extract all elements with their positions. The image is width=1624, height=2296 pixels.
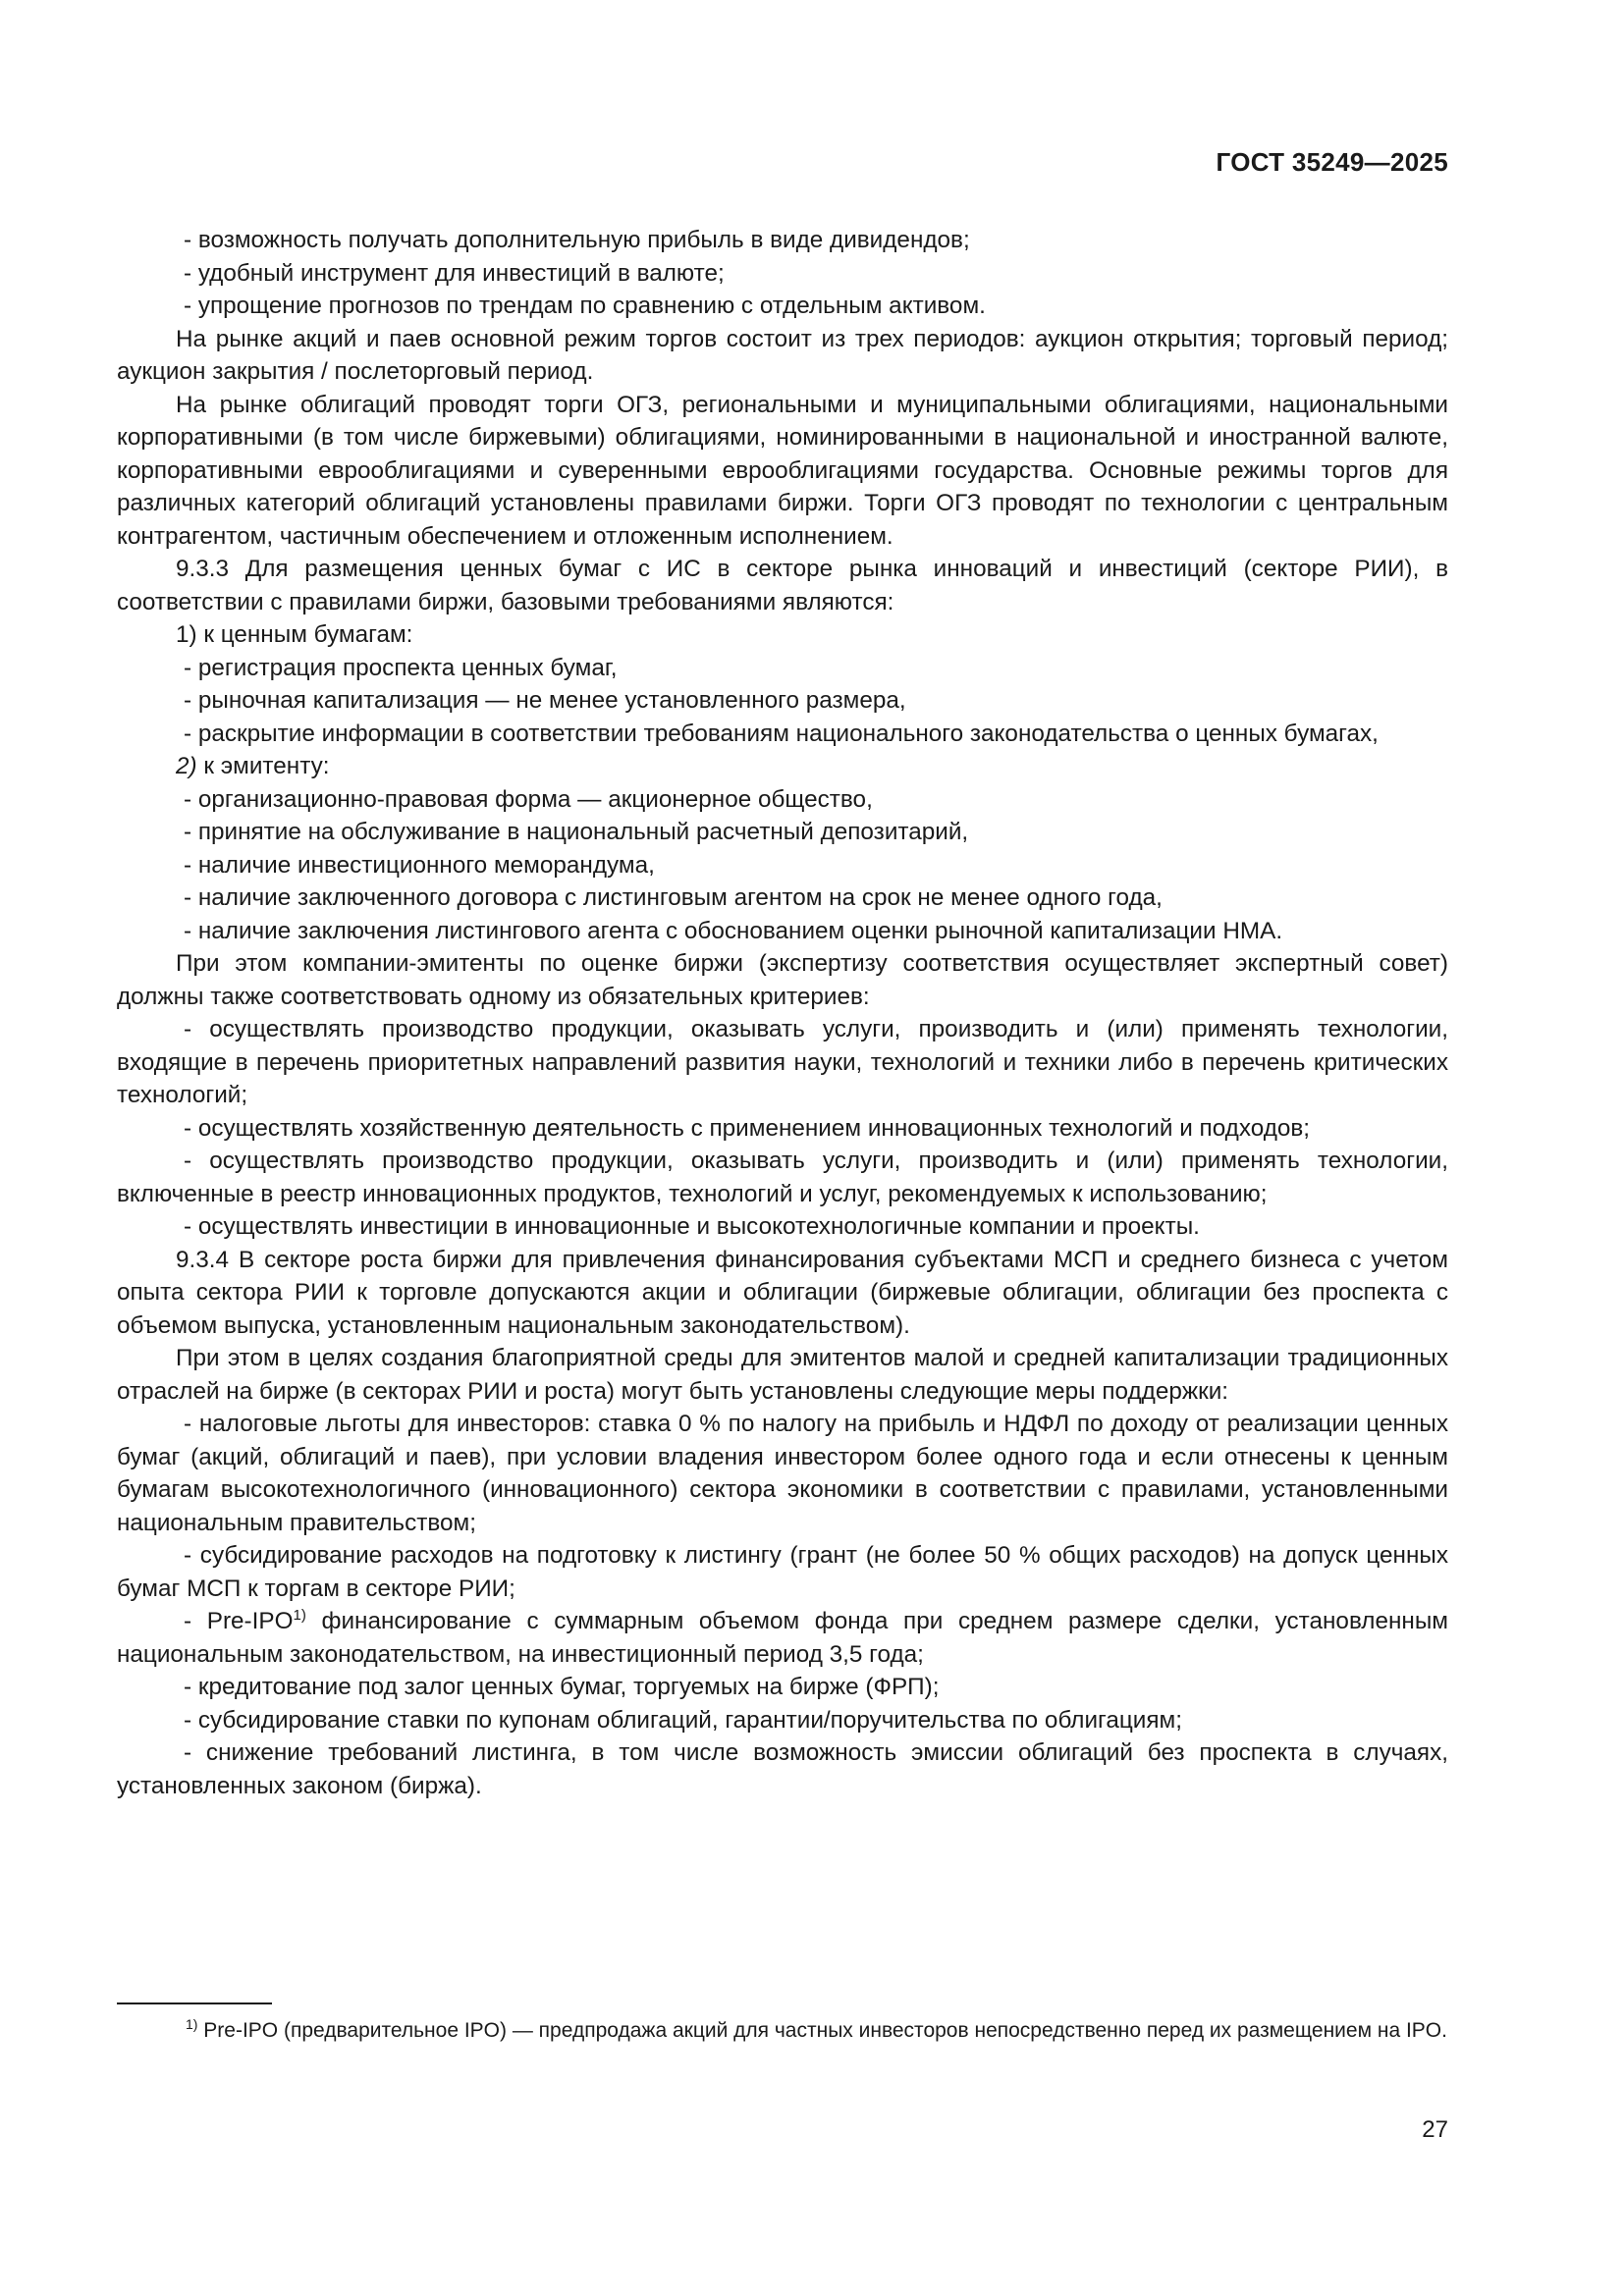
paragraph: При этом в целях создания благоприятной среды для эмитентов малой и средней капитализации традиционных отраслей на бирже (в секторах РИИ и роста) могут быть установлены следующие меры поддержки: bbox=[117, 1345, 1448, 1405]
list-item: - раскрытие информации в соответствии требованиям национального законодательства о ценных бумагах, bbox=[184, 720, 1379, 747]
document-code: ГОСТ 35249—2025 bbox=[1216, 147, 1448, 177]
sub-list-text: к эмитенту: bbox=[196, 753, 330, 779]
list-item: - субсидирование ставки по купонам облигаций, гарантии/поручительства по облигациям; bbox=[184, 1706, 1182, 1734]
list-item: - осуществлять инвестиции в инновационные и высокотехнологичные компании и проекты. bbox=[184, 1213, 1200, 1240]
list-item: - упрощение прогнозов по трендам по сравнению с отдельным активом. bbox=[184, 293, 986, 319]
footnote-reference: 1) bbox=[293, 1607, 306, 1624]
document-page bbox=[117, 0, 1448, 2296]
list-item: - снижение требований листинга, в том числе возможность эмиссии облигаций без проспекта в случаях, установленных законом (биржа). bbox=[117, 1739, 1448, 1799]
body-text bbox=[117, 224, 1448, 1802]
paragraph: На рынке облигаций проводят торги ОГЗ, региональными и муниципальными облигациями, национальными корпоративными (в том числе биржевыми) облигациями, номинированными в национальной и иностранной валюте, корпоративными еврооблигациями и суверенными еврооблигациями государства. Основные режимы торгов для различных категорий облигаций установлены правилами биржи. Торги ОГЗ проводят по технологии с центральным контрагентом, частичным обеспечением и отложенным исполнением. bbox=[117, 391, 1448, 550]
paragraph-9-3-4: 9.3.4 В секторе роста биржи для привлечения финансирования субъектами МСП и среднего бизнеса с учетом опыта сектора РИИ к торговле допускаются акции и облигации (биржевые облигации, облигации без проспекта с объемом выпуска, установленным национальным законодательством). bbox=[117, 1246, 1448, 1339]
sub-list-heading bbox=[117, 750, 1448, 783]
paragraph-9-3-3: 9.3.3 Для размещения ценных бумаг с ИС в секторе рынка инноваций и инвестиций (секторе РИИ), в соответствии с правилами биржи, базовыми требованиями являются: bbox=[117, 556, 1448, 615]
list-item: - субсидирование расходов на подготовку к листингу (грант (не более 50 % общих расходов) на допуск ценных бумаг МСП к торгам в секторе РИИ; bbox=[117, 1542, 1448, 1602]
list-item: - наличие заключенного договора с листинговым агентом на срок не менее одного года, bbox=[184, 884, 1163, 911]
list-item: - наличие инвестиционного меморандума, bbox=[184, 851, 655, 879]
footnote-divider bbox=[117, 2002, 272, 2004]
sub-list-heading: 1) к ценным бумагам: bbox=[176, 621, 413, 648]
list-item: - наличие заключения листингового агента с обоснованием оценки рыночной капитализации НМА. bbox=[184, 917, 1283, 944]
sub-list-number: 2) bbox=[176, 753, 197, 779]
paragraph: При этом компании-эмитенты по оценке биржи (экспертизу соответствия осуществляет экспертный совет) должны также соответствовать одному из обязательных критериев: bbox=[117, 950, 1448, 1010]
paragraph: На рынке акций и паев основной режим торгов состоит из трех периодов: аукцион открытия; торговый период; аукцион закрытия / послеторговый период. bbox=[117, 325, 1448, 385]
footnote-text: Pre-IPO (предварительное IPO) — предпродажа акций для частных инвесторов непосредственно перед их размещением на IPO. bbox=[197, 2019, 1447, 2042]
footnote bbox=[117, 2015, 1448, 2046]
list-item: - осуществлять производство продукции, оказывать услуги, производить и (или) применять технологии, включенные в реестр инновационных продуктов, технологий и услуг, рекомендуемых к использованию; bbox=[117, 1148, 1448, 1207]
list-item: - налоговые льготы для инвесторов: ставка 0 % по налогу на прибыль и НДФЛ по доходу от реализации ценных бумаг (акций, облигаций и паев), при условии владения инвестором более одного года и если отнесены к ценным бумагам высокотехнологичного (инновационного) сектора экономики в соответствии с правилами, установленными национальным правительством; bbox=[117, 1411, 1448, 1536]
list-item: - осуществлять производство продукции, оказывать услуги, производить и (или) применять технологии, входящие в перечень приоритетных направлений развития науки, технологий и техники либо в перечень критических технологий; bbox=[117, 1016, 1448, 1108]
list-item: - возможность получать дополнительную прибыль в виде дивидендов; bbox=[184, 227, 970, 253]
list-item-text: - Pre-IPO bbox=[184, 1608, 294, 1634]
page-number: 27 bbox=[1422, 2116, 1448, 2143]
list-item: - регистрация проспекта ценных бумаг, bbox=[184, 654, 618, 681]
list-item bbox=[117, 1605, 1448, 1671]
list-item: - удобный инструмент для инвестиций в валюте; bbox=[184, 259, 725, 287]
list-item: - осуществлять хозяйственную деятельность с применением инновационных технологий и подходов; bbox=[184, 1114, 1311, 1142]
list-item: - принятие на обслуживание в национальный расчетный депозитарий, bbox=[184, 819, 969, 845]
list-item: - кредитование под залог ценных бумаг, торгуемых на бирже (ФРП); bbox=[184, 1674, 940, 1700]
footnote-marker: 1) bbox=[186, 2016, 198, 2032]
list-item: - организационно-правовая форма — акционерное общество, bbox=[184, 785, 873, 813]
list-item-text: финансирование с суммарным объемом фонда при среднем размере сделки, установленным национальным законодательством, на инвестиционный период 3,5 года; bbox=[117, 1608, 1448, 1668]
list-item: - рыночная капитализация — не менее установленного размера, bbox=[184, 687, 906, 714]
